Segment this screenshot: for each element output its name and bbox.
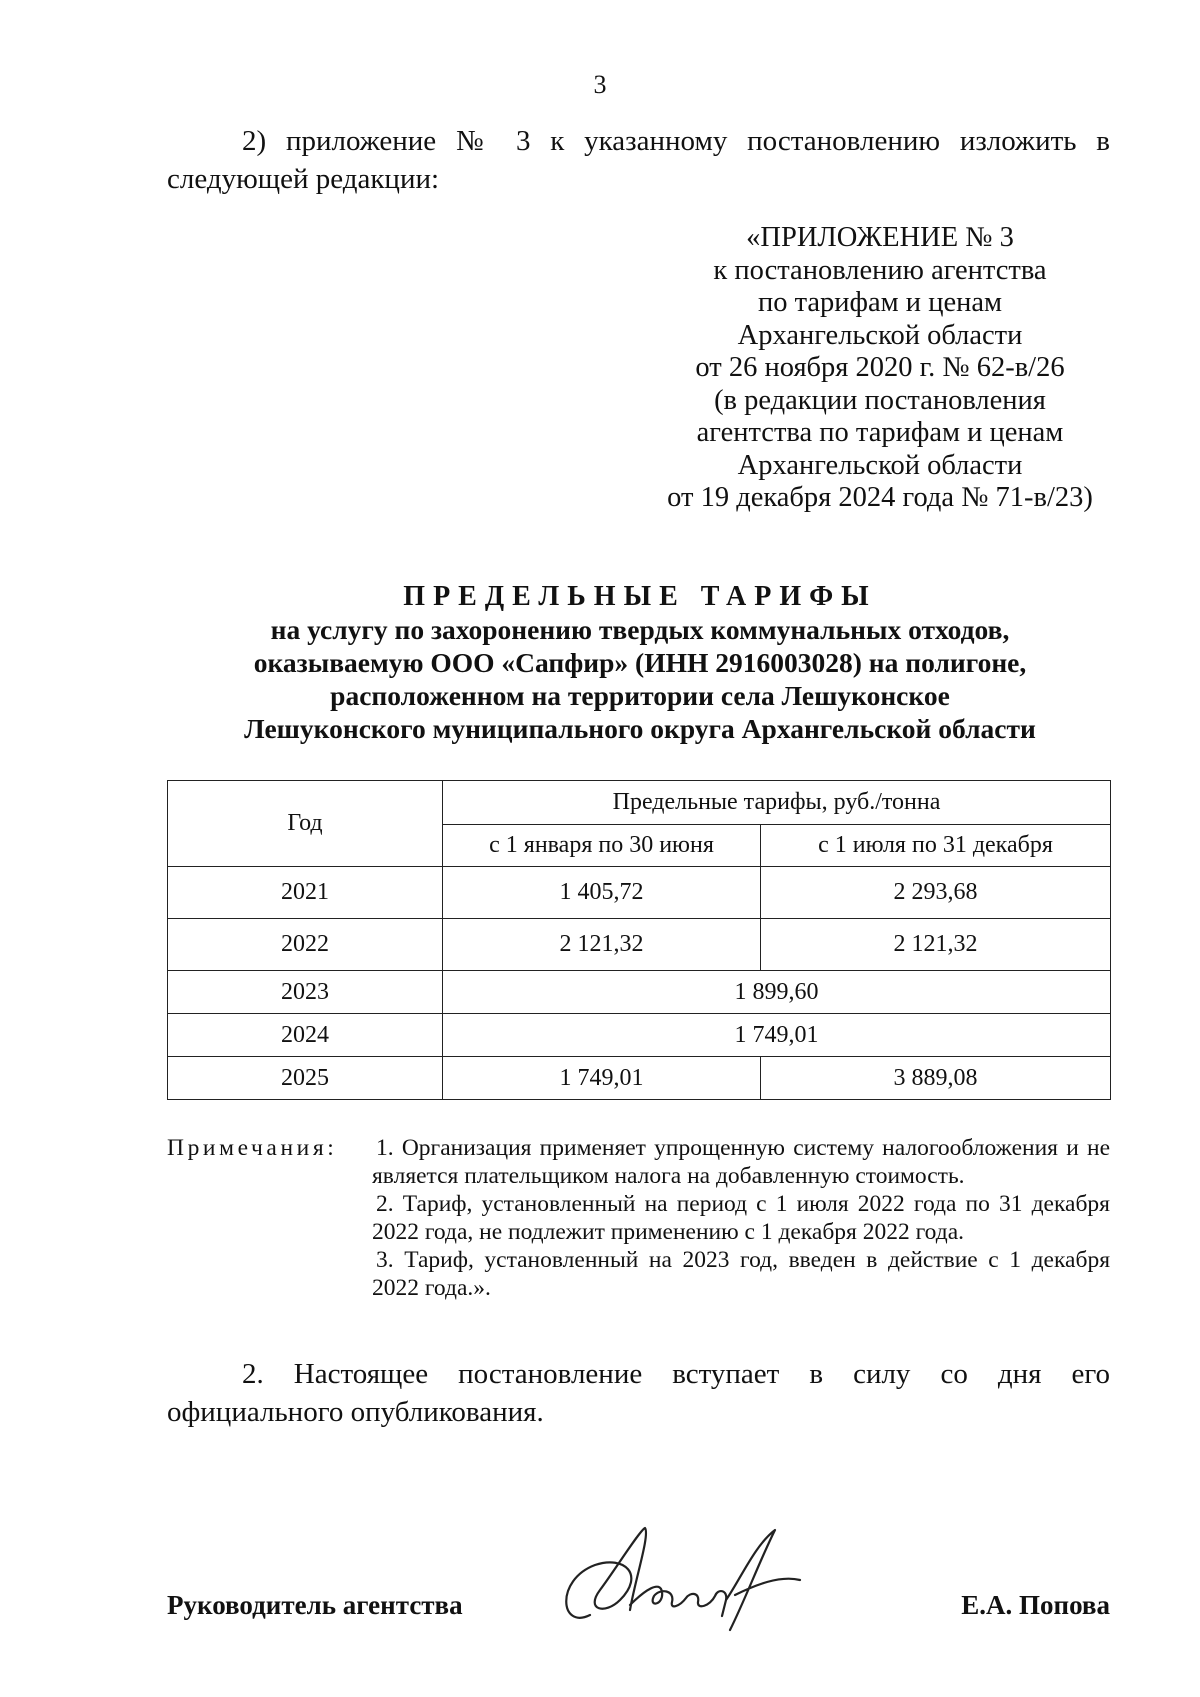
cell-second-half: 3 889,08 — [761, 1057, 1111, 1100]
appendix-line: «ПРИЛОЖЕНИЕ № 3 — [746, 222, 1014, 253]
intro-paragraph: 2) приложение № 3 к указанному постановлению изложить в следующей редакции: — [167, 125, 1110, 195]
note-item: 2. Тариф, установленный на период с 1 июля 2022 года по 31 декабря 2022 года, не подлежит применению с 1 декабря 2022 года. — [372, 1191, 1110, 1245]
appendix-header — [640, 222, 1120, 515]
title-line: на услугу по захоронению твердых коммунальных отходов, — [270, 614, 1010, 645]
cell-year: 2021 — [168, 867, 443, 919]
title-heading: ПРЕДЕЛЬНЫЕ ТАРИФЫ — [403, 581, 877, 612]
signatory-role: Руководитель агентства — [167, 1590, 463, 1620]
cell-second-half: 2 293,68 — [761, 867, 1111, 919]
header-year: Год — [168, 781, 443, 867]
appendix-line: от 26 ноября 2020 г. № 62-в/26 — [695, 352, 1065, 383]
table-row — [168, 971, 1111, 1014]
table-row — [168, 919, 1111, 971]
document-title — [150, 580, 1130, 745]
signatory-name: Е.А. Попова — [961, 1590, 1110, 1620]
final-paragraph: 2. Настоящее постановление вступает в силу со дня его официального опубликования. — [167, 1358, 1110, 1428]
appendix-line: от 19 декабря 2024 года № 71-в/23) — [667, 482, 1093, 513]
notes-list — [372, 1134, 1110, 1302]
notes-label: Примечания: — [167, 1135, 338, 1161]
table-row — [168, 1057, 1111, 1100]
cell-full-year: 1 899,60 — [443, 971, 1111, 1014]
notes-section — [167, 1134, 1110, 1302]
header-second-half: с 1 июля по 31 декабря — [761, 825, 1111, 867]
appendix-line: (в редакции постановления — [714, 384, 1046, 416]
cell-year: 2024 — [168, 1014, 443, 1057]
appendix-line: агентства по тарифам и ценам — [696, 417, 1064, 448]
tariffs-table — [167, 780, 1111, 1100]
cell-second-half: 2 121,32 — [761, 919, 1111, 971]
header-first-half: с 1 января по 30 июня — [443, 825, 761, 867]
note-item: 3. Тариф, установленный на 2023 год, введен в действие с 1 декабря 2022 года.». — [372, 1247, 1110, 1301]
title-line: оказываемую ООО «Сапфир» (ИНН 2916003028) на полигоне, — [253, 647, 1027, 678]
table-row — [168, 867, 1111, 919]
page-number: 3 — [593, 70, 607, 99]
appendix-line: Архангельской области — [737, 449, 1023, 481]
handwritten-signature — [550, 1520, 810, 1640]
title-line: расположенном на территории села Лешуконское — [330, 680, 950, 711]
header-tariffs-group: Предельные тарифы, руб./тонна — [443, 781, 1111, 825]
title-line: Лешуконского муниципального округа Архангельской области — [244, 713, 1036, 744]
appendix-line: по тарифам и ценам — [757, 287, 1003, 318]
cell-full-year: 1 749,01 — [443, 1014, 1111, 1057]
cell-year: 2023 — [168, 971, 443, 1014]
cell-first-half: 1 405,72 — [443, 867, 761, 919]
cell-first-half: 1 749,01 — [443, 1057, 761, 1100]
cell-first-half: 2 121,32 — [443, 919, 761, 971]
cell-year: 2022 — [168, 919, 443, 971]
appendix-line: к постановлению агентства — [713, 254, 1047, 286]
appendix-line: Архангельской области — [737, 319, 1023, 351]
cell-year: 2025 — [168, 1057, 443, 1100]
table-row — [168, 1014, 1111, 1057]
note-item: 1. Организация применяет упрощенную систему налогообложения и не является плательщиком налога на добавленную стоимость. — [372, 1135, 1110, 1189]
